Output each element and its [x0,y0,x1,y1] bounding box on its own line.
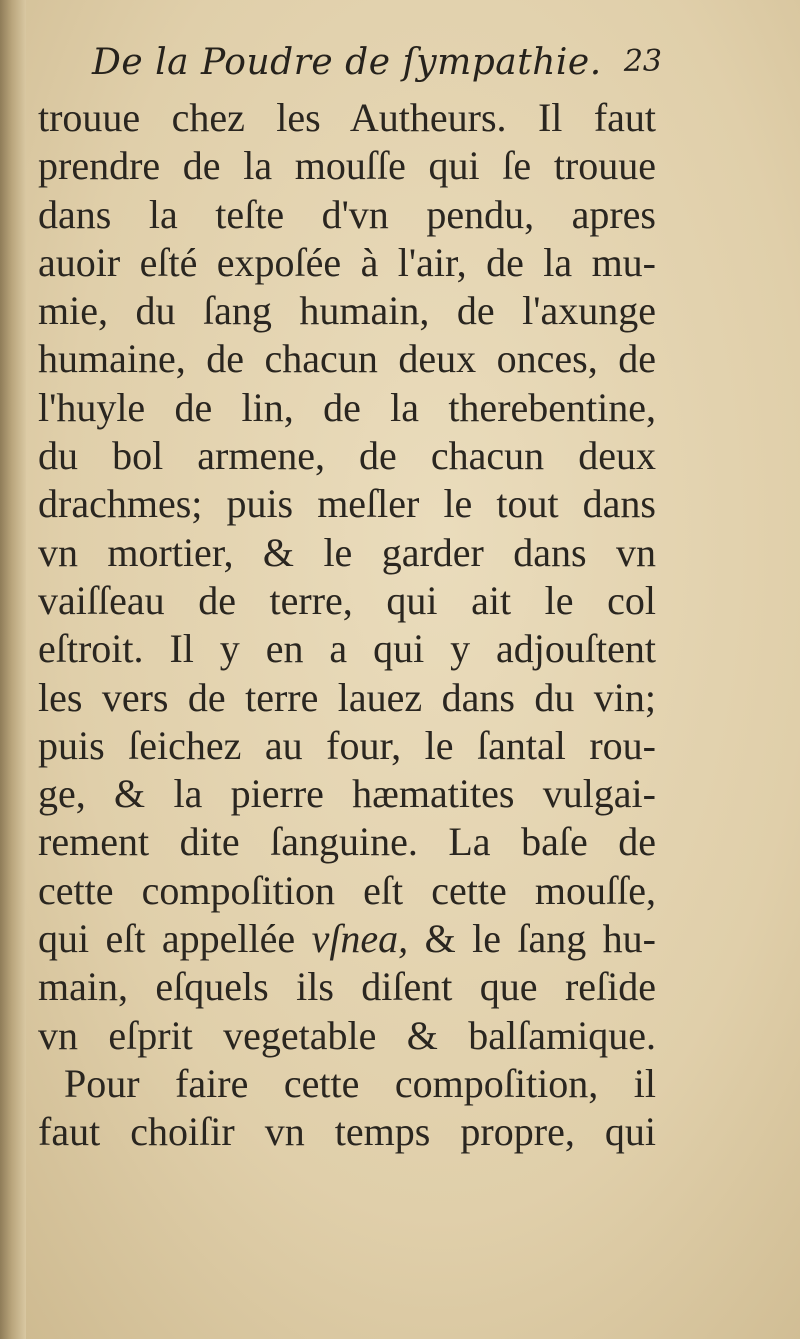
text-line: rement dite ſanguine. La baſe de [38,819,656,865]
text-line: vaiſſeau de terre, qui ait le col [38,577,656,623]
italic-term: vſnea, [311,916,409,962]
text-line: cette compoſition eſt cette mouſſe, [38,867,656,913]
page-gutter-shadow [0,0,26,1339]
text-line: puis ſeichez au four, le ſantal rou- [38,722,656,768]
text-line: faut choiſir vn temps propre, qui [38,1109,656,1155]
text-line: vn mortier, & le garder dans vn [38,529,656,575]
running-title: De la Poudre de ſympathie. [92,42,602,83]
line-segment: & le ſang hu- [408,916,656,962]
text-line: trouue chez les Autheurs. Il faut [38,95,656,140]
text-line: du bol armene, de chacun deux [38,433,656,479]
body-text [38,94,656,1157]
text-line: drachmes; puis meſler le tout dans [38,481,656,527]
text-line: auoir eſté expoſée à l'air, de la mu- [38,239,656,285]
page-header [92,38,662,94]
line-segment: qui eſt appellée [38,916,312,962]
page-number: 23 [623,44,662,79]
text-line: mie, du ſang humain, de l'axunge [38,288,656,334]
text-line: dans la teſte d'vn pendu, apres [38,191,656,237]
text-line: prendre de la mouſſe qui ſe trouue [38,143,656,189]
text-line: main, eſquels ils diſent que reſide [38,964,656,1010]
text-line: vn eſprit vegetable & balſamique. [38,1012,656,1058]
paragraph-start-line: Pour faire cette compoſition, il [64,1060,656,1106]
text-line: l'huyle de lin, de la therebentine, [38,384,656,430]
text-line: ge, & la pierre hæmatites vulgai- [38,771,656,817]
text-line-with-italic [38,915,656,963]
text-line: les vers de terre lauez dans du vin; [38,674,656,720]
text-line: humaine, de chacun deux onces, de [38,336,656,382]
text-line: eſtroit. Il y en a qui y adjouſtent [38,626,656,672]
